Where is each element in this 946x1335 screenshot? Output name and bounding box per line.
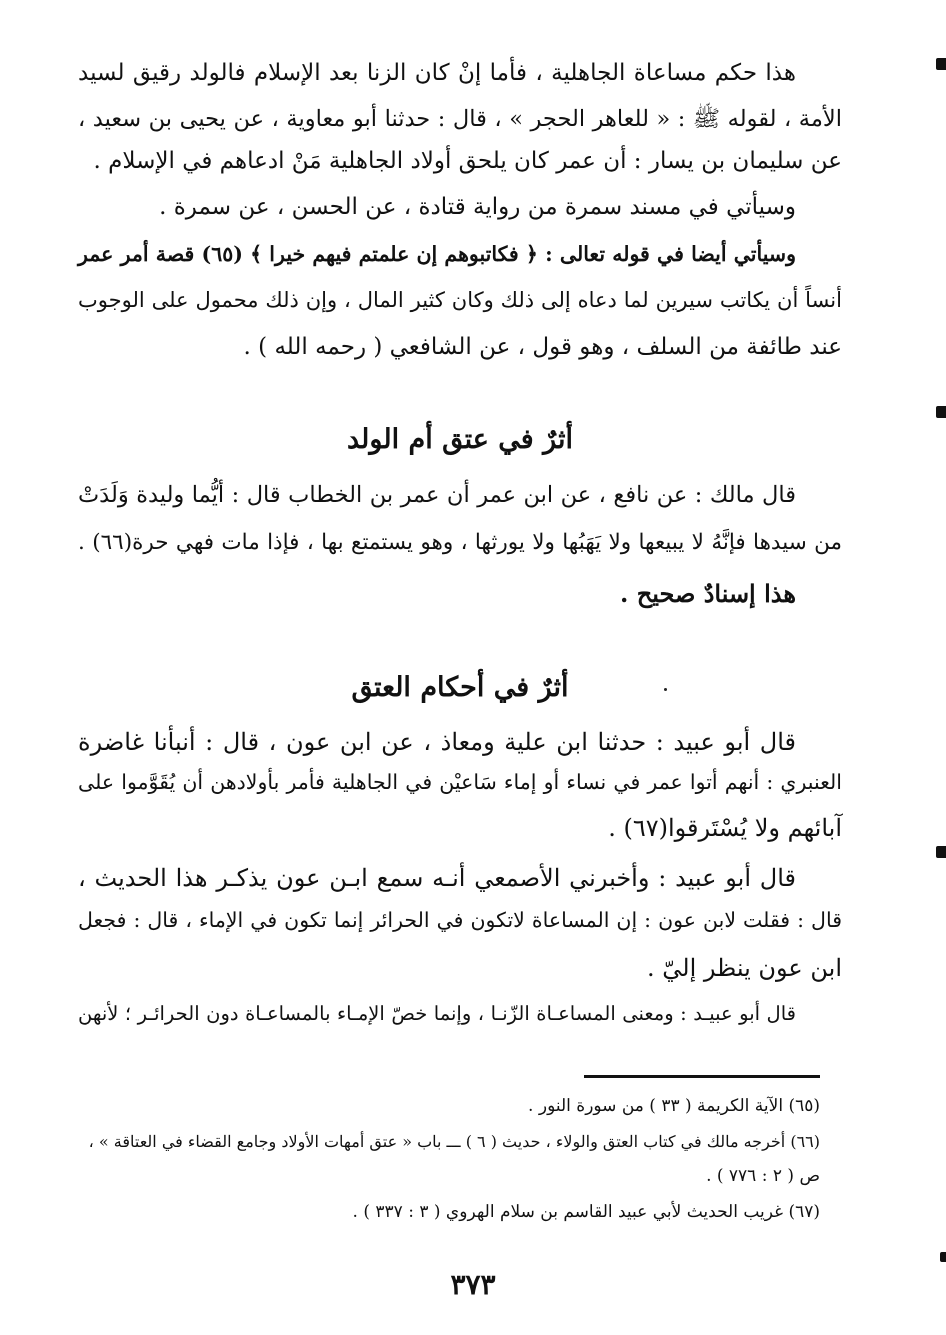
text-line: من سيدها فإنَّهُ لا يبيعها ولا يَهَبُها ولا يورثها ، وهو يستمتع بها ، فإذا مات فهي حرة(٦٦) . [78, 530, 842, 555]
footnote-66-continued: ص ( ٢ : ٧٧٦ ) . [706, 1166, 820, 1186]
text-line: قال أبو عبيد : حدثنا ابن علية ومعاذ ، عن ابن عون ، قال : أنبأنا غاضرة [78, 728, 796, 756]
text-line: قال مالك : عن نافع ، عن ابن عمر أن عمر بن الخطاب قال : أيُّما وليدة وَلَدَتْ [78, 482, 796, 508]
text-line: هذا حكم مساعاة الجاهلية ، فأما إنْ كان الزنا بعد الإسلام فالولد رقيق لسيد [78, 60, 796, 86]
text-line: عند طائفة من السلف ، وهو قول ، عن الشافعي ( رحمه الله ) . [243, 334, 842, 360]
footnote-66: (٦٦) أخرجه مالك في كتاب العتق والولاء ، حديث ( ٦ ) ـــ باب « عتق أمهات الأولاد وجامع القضاء في العتاقة » ، [88, 1132, 820, 1151]
text-line: عن سليمان بن يسار : أن عمر كان يلحق أولاد الجاهلية مَنْ ادعاهم في الإسلام . [93, 148, 842, 174]
footnote-65: (٦٥) الآية الكريمة ( ٣٣ ) من سورة النور . [528, 1096, 820, 1116]
text-line: قال : فقلت لابن عون : إن المساعاة لاتكون في الحرائر إنما تكون في الإماء ، قال : فجعل [78, 908, 842, 932]
section-heading-itq-rulings: أثرٌ في أحكام العتق [351, 672, 569, 703]
text-line: الأمة ، لقوله ﷺ : « للعاهر الحجر » ، قال : حدثنا أبو معاوية ، عن يحيى بن سعيد ، [78, 106, 842, 132]
footnote-separator [584, 1075, 820, 1078]
section-heading-umm-walad: أثرٌ في عتق أم الولد [347, 424, 573, 455]
scan-edge-mark [940, 1252, 946, 1262]
text-line: العنبري : أنهم أتوا عمر في نساء أو إماء سَاعيْن في الجاهلية فأمر بأولادهن أن يُقَوَّموا على [78, 770, 842, 794]
text-line: آبائهم ولا يُسْتَرقوا(٦٧) . [608, 814, 842, 842]
footnote-67: (٦٧) غريب الحديث لأبي عبيد القاسم بن سلام الهروي ( ٣ : ٣٣٧ ) . [352, 1202, 820, 1222]
ink-dot [664, 688, 667, 691]
text-line: أنساً أن يكاتب سيرين لما دعاه إلى ذلك وكان كثير المال ، وإن ذلك محمول على الوجوب [78, 288, 842, 312]
scan-edge-mark [936, 846, 946, 858]
scan-edge-mark [936, 58, 946, 70]
text-line: وسيأتي في مسند سمرة من رواية قتادة ، عن الحسن ، عن سمرة . [159, 194, 796, 220]
text-line: هذا إسنادٌ صحيح . [620, 579, 796, 608]
text-line: قال أبو عبيد : وأخبرني الأصمعي أنـه سمع ابـن عون يذكـر هذا الحديث ، [78, 864, 796, 892]
page-number: ٣٧٣ [450, 1268, 496, 1301]
text-line: قال أبو عبيـد : ومعنى المساعـاة الزّنـا ، وإنما خصّ الإمـاء بالمساعـاة دون الحرائـر ؛ لأنهن [78, 1002, 796, 1025]
scan-edge-mark [936, 406, 946, 418]
text-line: وسيأتي أيضا في قوله تعالى : ﴿ فكاتبوهم إن علمتم فيهم خيرا ﴾ (٦٥) قصة أمر عمر [78, 242, 796, 266]
text-line: ابن عون ينظر إليّ . [647, 954, 842, 982]
